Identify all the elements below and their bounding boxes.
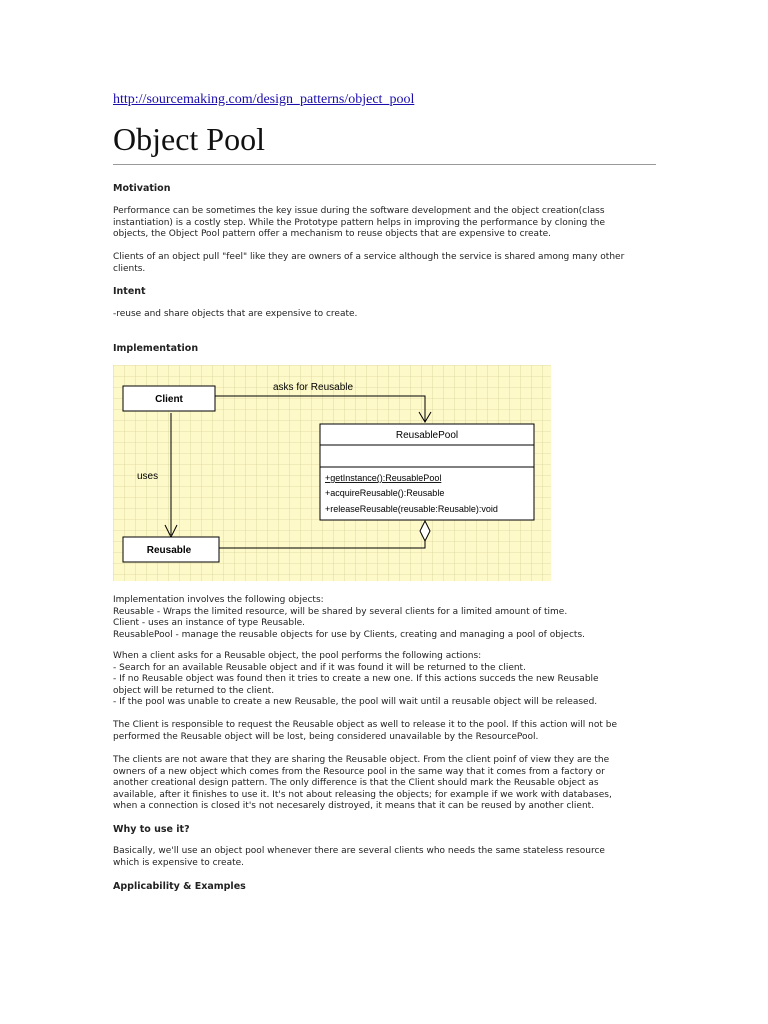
reusable-pool-class-name: ReusablePool [395, 430, 459, 441]
text-line: When a client asks for a Reusable object, the pool performs the following actions: [113, 651, 482, 661]
text-line: Clients of an object pull "feel" like they are owners of a service although the service is shared among many other [113, 252, 625, 262]
reusable-class-name: Reusable [146, 545, 192, 556]
text-line: performed the Reusable object will be lost, being considered unavailable by the ResourcePool. [113, 731, 539, 742]
paragraph-body-1 [113, 595, 658, 641]
paragraph-intent [113, 309, 658, 321]
client-class-name: Client [155, 394, 183, 405]
paragraph-body-4 [113, 755, 658, 813]
paragraph-body-2 [113, 651, 658, 709]
text-line: ReusablePool - manage the reusable objects for use by Clients, creating and managing a pool of objects. [113, 629, 585, 640]
heading-applicability: Applicability & Examples [113, 881, 246, 892]
text-line: Implementation involves the following objects: [113, 595, 324, 605]
text-line: - If no Reusable object was found then it tries to create a new one. If this actions succeds the new Reusable [113, 674, 599, 684]
heading-why-use-it: Why to use it? [113, 824, 190, 835]
paragraph-body-3 [113, 720, 658, 743]
heading-intent: Intent [113, 286, 146, 297]
uses-label: uses [137, 471, 159, 482]
text-line: owners of a new object which comes from the Resource pool in the same way that it comes from a factory or [113, 766, 605, 777]
text-line: Performance can be sometimes the key issue during the software development and the object creation(class [113, 206, 605, 216]
heading-motivation: Motivation [113, 183, 171, 194]
text-line: Client - uses an instance of type Reusable. [113, 618, 305, 628]
text-line: - Search for an available Reusable object and if it was found it will be returned to the client. [113, 662, 526, 673]
text-line: object will be returned to the client. [113, 685, 275, 696]
text-line: which is expensive to create. [113, 857, 245, 868]
text-line: The Client is responsible to request the Reusable object as well to release it to the pool. If this action will not be [113, 720, 617, 730]
text-line: available, after it finishes to use it. It's not about releasing the objects; for example if we work with databases, [113, 789, 612, 800]
text-line: The clients are not aware that they are sharing the Reusable object. From the client poinf of view they are the [113, 755, 610, 765]
text-line: -reuse and share objects that are expensive to create. [113, 309, 358, 319]
association-label: asks for Reusable [273, 382, 354, 393]
text-line: Basically, we'll use an object pool whenever there are several clients who needs the same stateless resource [113, 846, 605, 856]
page-title: Object Pool [113, 121, 265, 157]
method-get-instance: +getInstance():ReusablePool [325, 473, 442, 483]
paragraph-motivation-2 [113, 252, 658, 275]
text-line: when a connection is closed it's not necesarely distroyed, it means that it can be reused by another client. [113, 801, 595, 811]
title-divider [113, 164, 656, 165]
heading-implementation: Implementation [113, 343, 199, 354]
method-release-reusable: +releaseReusable(reusable:Reusable):void [325, 504, 498, 514]
text-line: Reusable - Wraps the limited resource, will be shared by several clients for a limited amount of time. [113, 606, 568, 617]
text-line: clients. [113, 263, 146, 274]
text-line: - If the pool was unable to create a new Reusable, the pool will wait until a reusable object will be released. [113, 697, 598, 707]
source-link[interactable]: http://sourcemaking.com/design_patterns/object_pool [113, 92, 415, 107]
uml-class-diagram [113, 365, 551, 581]
text-line: objects, the Object Pool pattern offer a mechanism to reuse objects that are expensive to create. [113, 229, 551, 239]
paragraph-why-use-it [113, 846, 658, 869]
paragraph-motivation-1 [113, 206, 658, 241]
text-line: instantiation) is a costly step. While the Prototype pattern helps in improving the performance by cloning the [113, 217, 606, 228]
method-acquire-reusable: +acquireReusable():Reusable [325, 488, 445, 498]
text-line: another creational design pattern. The only difference is that the Client should mark the Reusable object as [113, 778, 599, 788]
